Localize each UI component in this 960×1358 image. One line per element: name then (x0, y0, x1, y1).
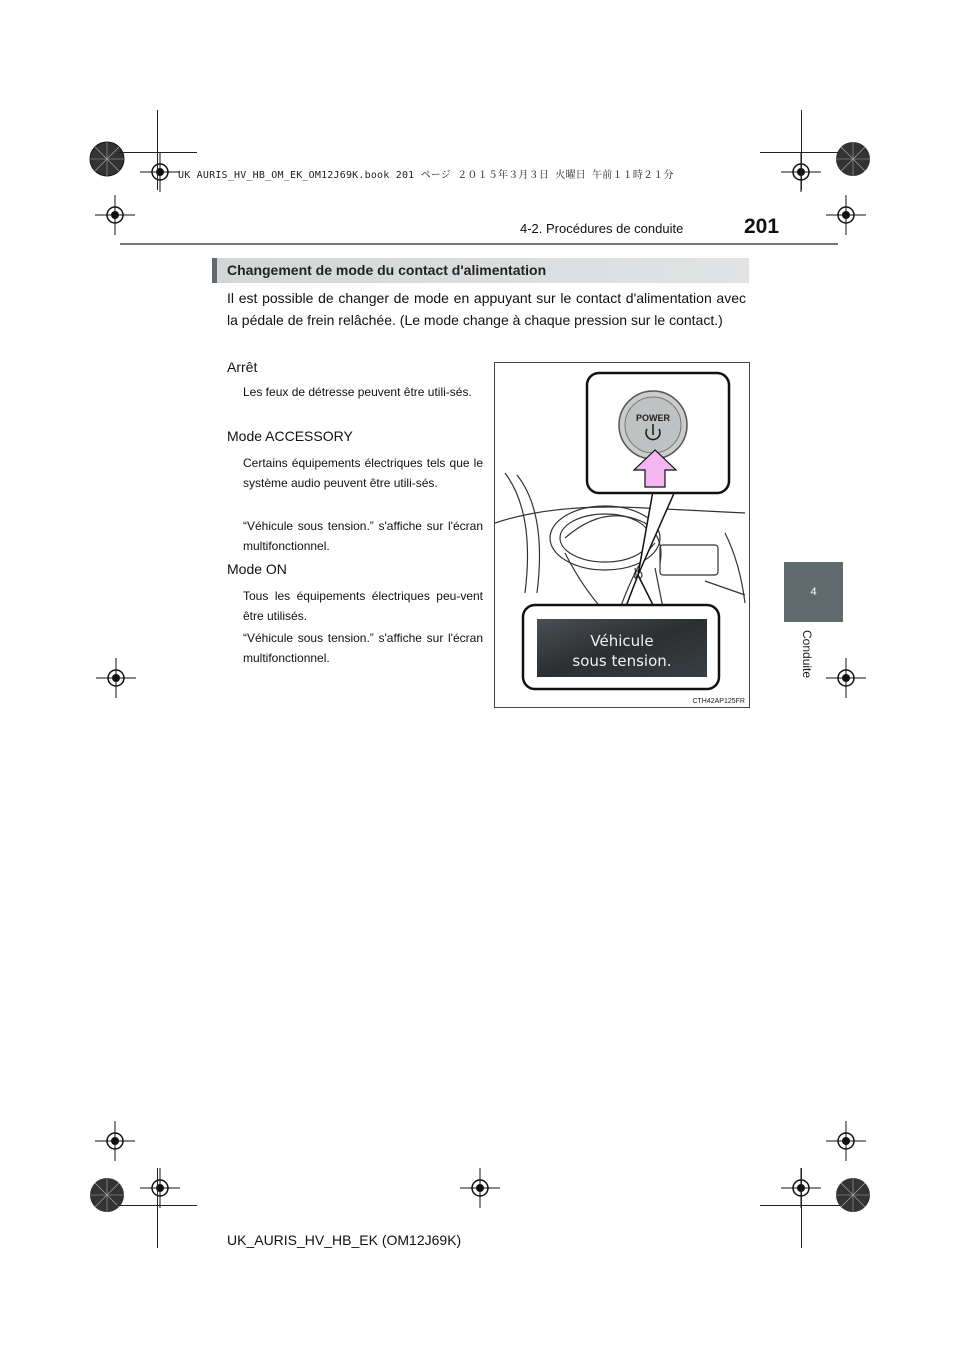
trim-line (760, 1205, 840, 1206)
power-switch-illustration (494, 362, 750, 708)
header-rule (120, 243, 838, 245)
mode-desc-off: Les feux de détresse peuvent être utili-sés. (243, 385, 472, 399)
registration-mark-icon (826, 1121, 866, 1161)
registration-mark-icon (140, 1168, 180, 1208)
registration-mark-icon (95, 1121, 135, 1161)
chapter-tab (784, 562, 843, 622)
display-line-2: sous tension. (572, 652, 672, 670)
footer-model: UK_AURIS_HV_HB_EK (OM12J69K) (227, 1232, 462, 1248)
trim-line (117, 1205, 197, 1206)
registration-mark-icon (95, 195, 135, 235)
trim-line (801, 1168, 802, 1248)
print-target-icon (89, 141, 125, 177)
print-target-icon (835, 1177, 871, 1213)
registration-mark-icon (96, 658, 136, 698)
trim-line (157, 1168, 158, 1248)
chapter-number: 4 (810, 586, 817, 598)
mode-title-on: Mode ON (227, 561, 287, 577)
section-heading: Changement de mode du contact d'alimentation (227, 262, 547, 278)
mode-title-off: Arrêt (227, 359, 258, 375)
print-target-icon (89, 1177, 125, 1213)
trim-line (157, 110, 158, 190)
section-heading-bar (212, 258, 749, 283)
chapter-label: Conduite (800, 630, 814, 679)
trim-line (801, 110, 802, 190)
figure-caption: CTH42AP125FR (692, 698, 745, 705)
mode-desc-on-2: “Véhicule sous tension.” s'affiche sur l'écran multifonctionnel. (243, 631, 483, 665)
trim-line (117, 152, 197, 153)
mode-title-accessory: Mode ACCESSORY (227, 428, 353, 444)
print-target-icon (835, 141, 871, 177)
mode-desc-on-1: Tous les équipements électriques peu-vent être utilisés. (243, 589, 483, 623)
registration-mark-icon (140, 152, 180, 192)
power-button-label: POWER (635, 413, 671, 423)
page-number: 201 (744, 215, 780, 238)
display-line-1: Véhicule (590, 632, 654, 650)
registration-mark-icon (460, 1168, 500, 1208)
intro-paragraph: Il est possible de changer de mode en appuyant sur le contact d'alimentation avec la pédale de frein relâchée. (Le mode change à chaque pression sur le contact.) (227, 290, 746, 328)
mode-desc-accessory-1: Certains équipements électriques tels que le système audio peuvent être utili-sés. (243, 456, 483, 490)
mode-desc-accessory-2: “Véhicule sous tension.” s'affiche sur l'écran multifonctionnel. (243, 519, 483, 553)
trim-line (760, 152, 840, 153)
registration-mark-icon (826, 195, 866, 235)
section-title: 4-2. Procédures de conduite (520, 221, 684, 236)
registration-mark-icon (826, 658, 866, 698)
book-header: UK AURIS_HV_HB_OM_EK_OM12J69K.book 201 ページ ２０１５年３月３日 火曜日 午前１１時２１分 (178, 170, 674, 181)
